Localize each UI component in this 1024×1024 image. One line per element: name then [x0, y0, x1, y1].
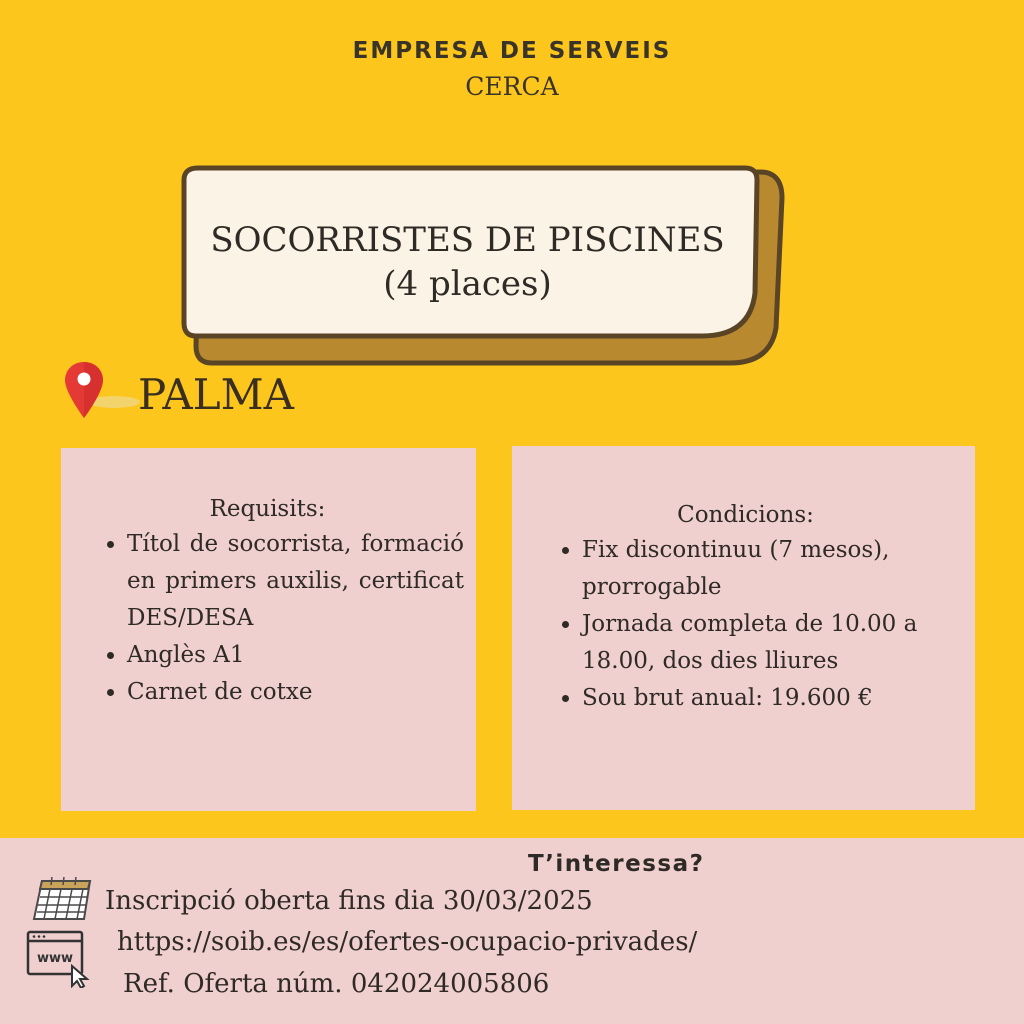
list-item: • Jornada completa de 10.00 a 18.00, dos dies lliures	[582, 606, 955, 680]
list-item: • Títol de socorrista, formació en primers auxilis, certificat DES/DESA	[127, 526, 464, 637]
conditions-title: Condicions:	[677, 502, 814, 528]
list-item: • Carnet de cotxe	[127, 674, 464, 711]
requirements-title: Requisits:	[209, 496, 326, 522]
company-heading: EMPRESA DE SERVEIS	[352, 38, 672, 64]
offer-url[interactable]: https://soib.es/es/ofertes-ocupacio-privades/	[117, 927, 698, 957]
www-icon-label: www	[36, 951, 74, 966]
interest-question: T’interessa?	[528, 851, 705, 877]
map-pin-icon	[62, 360, 142, 424]
job-title	[185, 218, 750, 306]
calendar-icon	[32, 875, 92, 921]
registration-deadline: Inscripció oberta fins dia 30/03/2025	[105, 886, 593, 916]
list-item: • Sou brut anual: 19.600 €	[582, 680, 955, 717]
list-item: • Anglès A1	[127, 637, 464, 674]
seeks-label: CERCA	[465, 72, 559, 101]
job-title-text: SOCORRISTES DE PISCINES	[210, 220, 725, 260]
conditions-list	[556, 532, 955, 717]
list-item: • Fix discontinuu (7 mesos), prorrogable	[582, 532, 955, 606]
conditions-panel	[512, 446, 975, 810]
www-icon	[26, 928, 92, 988]
requirements-list	[101, 526, 464, 711]
offer-reference: Ref. Oferta núm. 042024005806	[123, 969, 550, 999]
requirements-panel	[61, 448, 476, 811]
location-city: PALMA	[138, 370, 294, 419]
job-places-text: (4 places)	[383, 264, 552, 304]
